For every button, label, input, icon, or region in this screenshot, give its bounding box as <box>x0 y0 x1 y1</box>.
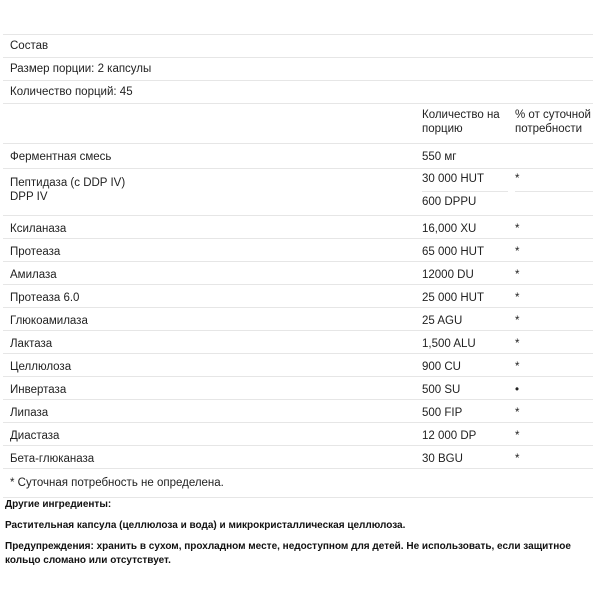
column-header-row <box>3 104 593 144</box>
ingredient-amount: 25 AGU <box>415 308 508 331</box>
blend-amount: 550 мг <box>415 144 508 169</box>
servings-count-row <box>3 81 593 104</box>
ingredient-dv: * <box>508 239 593 262</box>
ingredient-dv: • <box>508 377 593 400</box>
peptidase-amount1: 30 000 HUT <box>422 169 508 192</box>
ingredient-name: Целлюлоза <box>3 354 415 377</box>
table-row <box>3 262 593 285</box>
ingredient-name: Липаза <box>3 400 415 423</box>
ingredient-name: Глюкоамилаза <box>3 308 415 331</box>
ingredient-amount: 30 BGU <box>415 446 508 469</box>
peptidase-name-line2: DPP IV <box>10 191 48 203</box>
ingredient-dv: * <box>508 308 593 331</box>
peptidase-name-line1: Пептидаза (с DDP IV) <box>10 177 126 189</box>
serving-size-row <box>3 58 593 81</box>
ingredient-name: Бета-глюканаза <box>3 446 415 469</box>
peptidase-dv: * <box>515 169 593 192</box>
blend-dv <box>508 144 593 169</box>
ingredient-amount: 900 CU <box>415 354 508 377</box>
ingredient-dv: * <box>508 423 593 446</box>
ingredient-amount: 16,000 XU <box>415 216 508 239</box>
table-row <box>3 354 593 377</box>
ingredient-dv: * <box>508 331 593 354</box>
serving-size: Размер порции: 2 капсулы <box>3 58 593 81</box>
table-row <box>3 285 593 308</box>
footnote-row <box>3 469 593 498</box>
ingredient-dv: * <box>508 354 593 377</box>
peptidase-amounts <box>415 169 508 216</box>
table-row <box>3 377 593 400</box>
ingredient-amount: 12 000 DP <box>415 423 508 446</box>
ingredient-dv: * <box>508 285 593 308</box>
ingredient-dv: * <box>508 400 593 423</box>
supplement-facts-table <box>3 34 593 498</box>
peptidase-dv-empty <box>515 192 593 215</box>
column-header-amount: Количество на порцию <box>415 104 508 144</box>
ingredient-name: Ксиланаза <box>3 216 415 239</box>
other-ingredients-text: Растительная капсула (целлюлоза и вода) и микрокристаллическая целлюлоза. <box>5 520 406 531</box>
ingredient-dv: * <box>508 446 593 469</box>
table-row <box>3 400 593 423</box>
warnings-text: Предупреждения: хранить в сухом, прохладном месте, недоступном для детей. Не использовать, если защитное кольцо сломано или отсутствует. <box>5 541 571 566</box>
table-row <box>3 446 593 469</box>
ingredient-name: Амилаза <box>3 262 415 285</box>
servings-count: Количество порций: 45 <box>3 81 593 104</box>
ingredient-amount: 500 FIP <box>415 400 508 423</box>
ingredient-dv: * <box>508 216 593 239</box>
ingredient-name: Лактаза <box>3 331 415 354</box>
table-row <box>3 216 593 239</box>
ingredient-amount: 25 000 HUT <box>415 285 508 308</box>
ingredient-dv: * <box>508 262 593 285</box>
ingredient-amount: 12000 DU <box>415 262 508 285</box>
ingredient-amount: 65 000 HUT <box>415 239 508 262</box>
header-spacer <box>3 104 415 144</box>
table-row <box>3 423 593 446</box>
ingredient-name: Диастаза <box>3 423 415 446</box>
section-title: Состав <box>3 35 593 58</box>
ingredient-name: Протеаза 6.0 <box>3 285 415 308</box>
peptidase-amount2: 600 DPPU <box>422 196 477 208</box>
ingredient-amount: 500 SU <box>415 377 508 400</box>
peptidase-dv-cell <box>508 169 593 216</box>
other-ingredients-heading: Другие ингредиенты: <box>5 499 112 510</box>
enzyme-rows <box>3 216 593 469</box>
table-title-row <box>3 35 593 58</box>
peptidase-name <box>3 169 415 216</box>
footnote: * Суточная потребность не определена. <box>3 469 593 498</box>
ingredient-amount: 1,500 ALU <box>415 331 508 354</box>
ingredient-name: Протеаза <box>3 239 415 262</box>
table-row <box>3 331 593 354</box>
peptidase-row <box>3 169 593 216</box>
table-row <box>3 308 593 331</box>
blend-row <box>3 144 593 169</box>
ingredient-name: Инвертаза <box>3 377 415 400</box>
column-header-dv: % от суточной потребности <box>508 104 593 144</box>
blend-name: Ферментная смесь <box>3 144 415 169</box>
table-row <box>3 239 593 262</box>
